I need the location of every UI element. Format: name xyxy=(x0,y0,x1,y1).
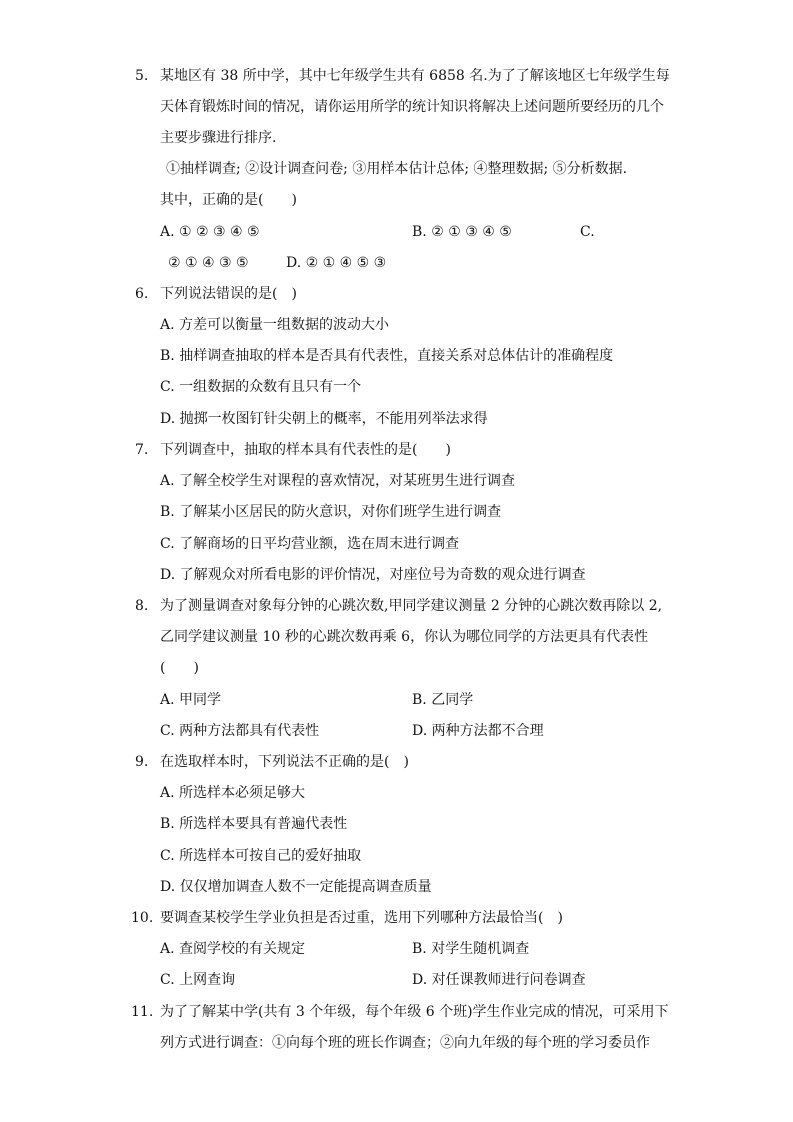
option-c: C. 了解商场的日平均营业额，选在周末进行调查 xyxy=(160,536,460,552)
question-stem-line: 列方式进行调查：①向每个班的班长作调查；②向九年级的每个班的学习委员作 xyxy=(160,1035,650,1051)
question-stem: 在选取样本时，下列说法不正确的是( ) xyxy=(160,754,409,770)
question-number: 6. xyxy=(135,286,149,302)
option-c-continued: ② ① ④ ③ ⑤ xyxy=(168,255,249,271)
option-d: D. 两种方法都不合理 xyxy=(412,723,544,739)
option-a: A. 了解全校学生对课程的喜欢情况，对某班男生进行调查 xyxy=(160,473,516,489)
question-stem-line: 某地区有 38 所中学，其中七年级学生共有 6858 名.为了了解该地区七年级学生每 xyxy=(160,68,670,84)
option-d: D. 了解观众对所看电影的评价情况，对座位号为奇数的观众进行调查 xyxy=(160,567,586,583)
option-a: A. 甲同学 xyxy=(160,692,222,708)
question-stem: 下列说法错误的是( ) xyxy=(160,286,297,302)
question-stem: 下列调查中，抽取的样本具有代表性的是( ) xyxy=(160,442,451,458)
option-b: B. 对学生随机调查 xyxy=(412,941,530,957)
option-c: C. 两种方法都具有代表性 xyxy=(160,723,320,739)
question-stem-line: 乙同学建议测量 10 秒的心跳次数再乘 6，你认为哪位同学的方法更具有代表性 xyxy=(160,629,649,645)
question-stem-line: ( ) xyxy=(160,660,199,676)
option-a: A. 方差可以衡量一组数据的波动大小 xyxy=(160,317,390,333)
option-b: B. 乙同学 xyxy=(412,692,474,708)
question-stem-line: 天体育锻炼时间的情况，请你运用所学的统计知识将解决上述问题所要经历的几个 xyxy=(160,99,664,115)
option-b: B. 了解某小区居民的防火意识，对你们班学生进行调查 xyxy=(160,504,502,520)
question-number: 7. xyxy=(135,442,149,458)
option-c: C. 上网查询 xyxy=(160,972,236,988)
question-number: 8. xyxy=(135,598,149,614)
option-b: B. 所选样本要具有普遍代表性 xyxy=(160,816,348,832)
question-ask: 其中，正确的是( ) xyxy=(160,192,297,208)
option-a: A. 所选样本必须足够大 xyxy=(160,785,306,801)
question-steps: ①抽样调查; ②设计调查问卷; ③用样本估计总体; ④整理数据; ⑤分析数据. xyxy=(166,161,628,177)
question-number: 11. xyxy=(131,1004,154,1020)
option-a: A. ① ② ③ ④ ⑤ xyxy=(160,224,260,240)
option-a: A. 查阅学校的有关规定 xyxy=(160,941,306,957)
option-d: D. 对任课教师进行问卷调查 xyxy=(412,972,586,988)
option-d: D. 抛掷一枚图钉针尖朝上的概率，不能用列举法求得 xyxy=(160,411,488,427)
question-stem: 要调查某校学生学业负担是否过重，选用下列哪种方法最恰当( ) xyxy=(160,910,563,926)
question-stem-line: 为了测量调查对象每分钟的心跳次数,甲同学建议测量 2 分钟的心跳次数再除以 2, xyxy=(160,598,663,614)
option-b: B. ② ① ③ ④ ⑤ xyxy=(412,224,512,240)
option-b: B. 抽样调查抽取的样本是否具有代表性，直接关系对总体估计的准确程度 xyxy=(160,348,614,364)
question-stem-line: 主要步骤进行排序. xyxy=(160,130,277,146)
option-d: D. ② ① ④ ⑤ ③ xyxy=(286,255,387,271)
option-c: C. 一组数据的众数有且只有一个 xyxy=(160,379,362,395)
question-number: 10. xyxy=(131,910,154,926)
option-d: D. 仅仅增加调查人数不一定能提高调查质量 xyxy=(160,879,432,895)
option-c: C. 所选样本可按自己的爱好抽取 xyxy=(160,848,362,864)
option-c-label: C. xyxy=(580,224,595,240)
question-stem-line: 为了了解某中学(共有 3 个年级，每个年级 6 个班)学生作业完成的情况，可采用下 xyxy=(160,1004,669,1020)
question-number: 9. xyxy=(135,754,149,770)
question-number: 5. xyxy=(135,68,149,84)
